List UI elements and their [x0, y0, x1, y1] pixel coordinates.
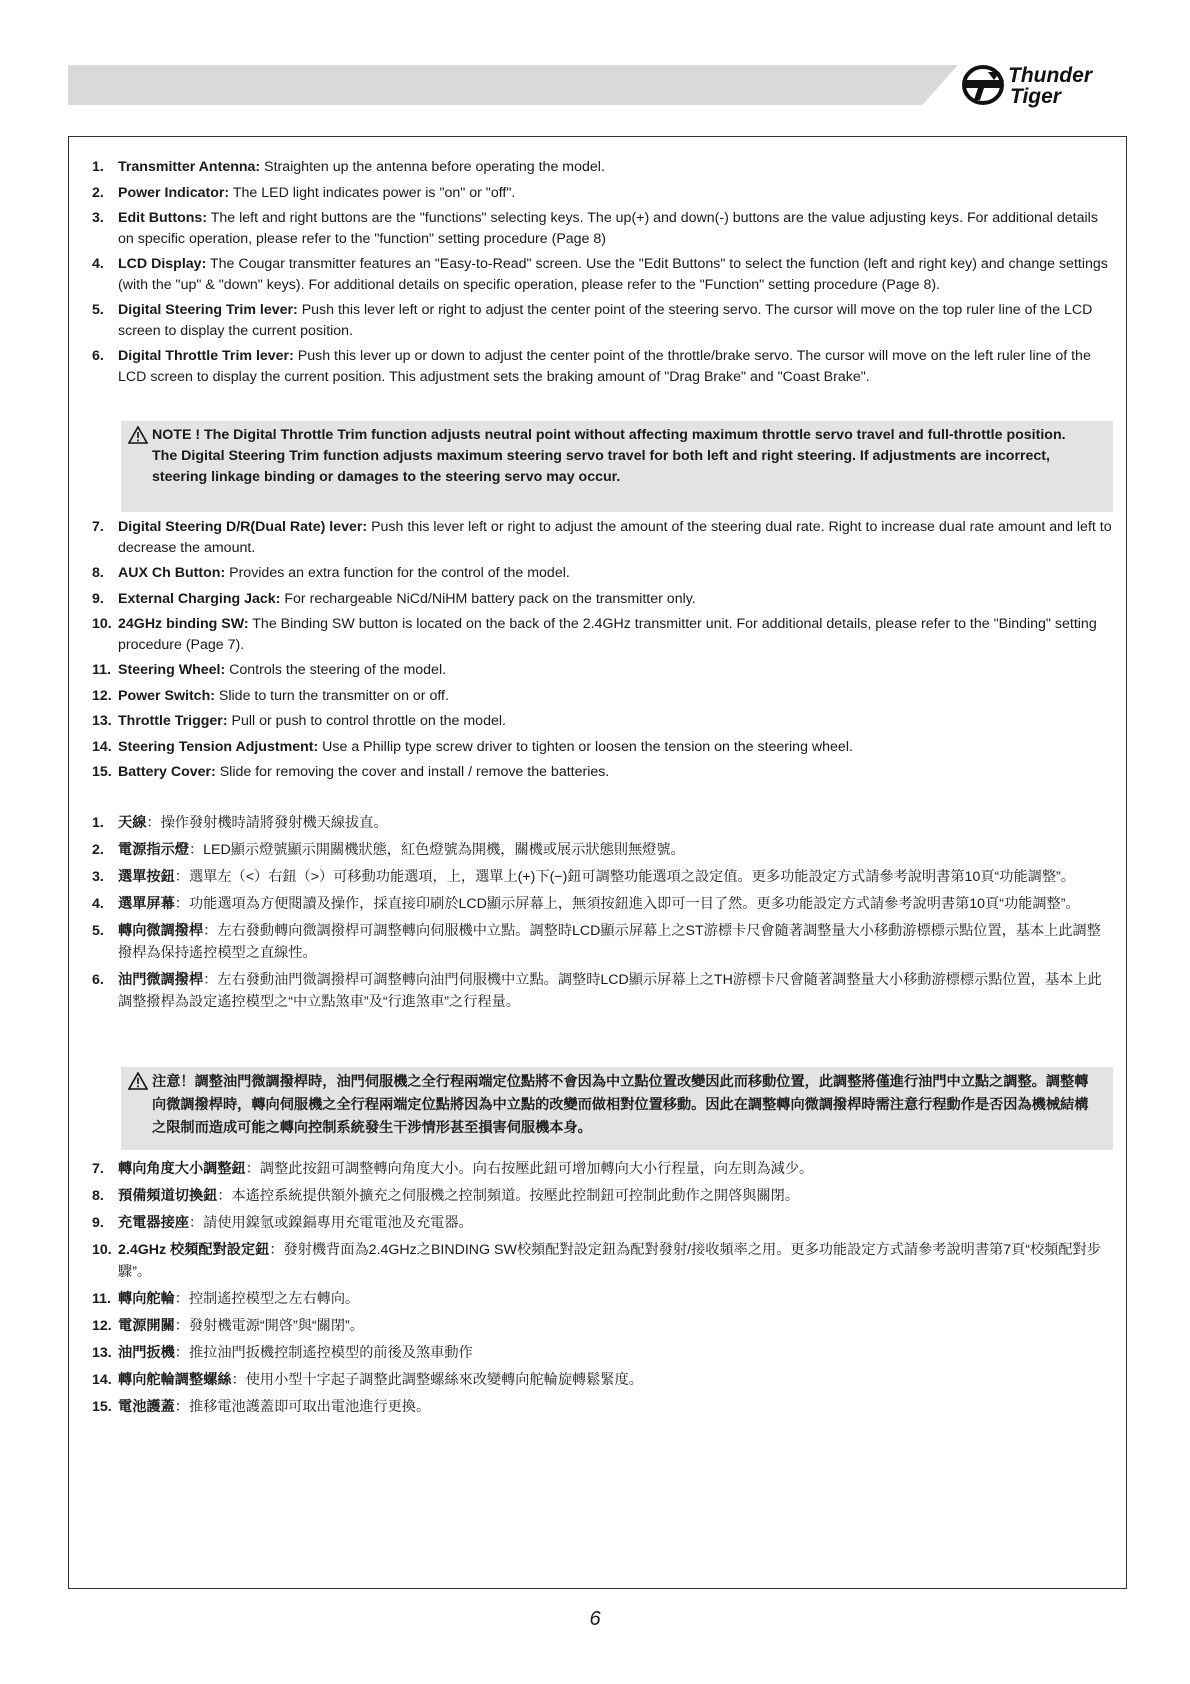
item-description: ：選單左（<）右鈕（>）可移動功能選項，上，選單上(+)下(−)鈕可調整功能選項之設定值。更多功能設定方式請參考說明書第10頁“功能調整”。 — [174, 869, 1075, 885]
item-term: Power Indicator: — [118, 184, 230, 201]
item-term: 預備頻道切換鈕 — [118, 1188, 218, 1204]
list-item — [92, 812, 1112, 834]
item-number: 7. — [92, 1161, 104, 1177]
item-number: 8. — [92, 565, 104, 581]
page-number: 6 — [589, 1608, 601, 1630]
item-number: 4. — [92, 256, 104, 272]
list-item — [92, 1212, 1112, 1234]
item-term: LCD Display: — [118, 256, 207, 272]
item-description: Use a Phillip type screw driver to tighten or loosen the tension on the steering wheel. — [318, 738, 853, 755]
list-item — [92, 969, 1112, 1013]
item-term: 油門扳機 — [118, 1345, 175, 1361]
item-term: Transmitter Antenna: — [118, 159, 261, 175]
item-number: 1. — [92, 815, 104, 831]
warning-icon — [128, 426, 148, 444]
item-number: 5. — [92, 923, 104, 939]
item-term: Digital Steering D/R(Dual Rate) lever: — [118, 519, 368, 535]
item-description: ：發射機背面為2.4GHz之BINDING SW校頻配對設定鈕為配對發射/接收頻率之用。更多功能設定方式請參考說明書第7頁“校頻配對步驟”。 — [118, 1242, 1101, 1280]
list-item — [92, 254, 1112, 295]
item-description: Slide for removing the cover and install / remove the batteries. — [215, 764, 610, 780]
item-term: 轉向角度大小調整鈕 — [118, 1161, 246, 1177]
item-number: 6. — [92, 972, 104, 988]
item-term: 轉向微調撥桿 — [118, 923, 204, 939]
note-box-english — [121, 421, 1113, 512]
item-number: 9. — [92, 1215, 104, 1231]
list-item — [92, 346, 1112, 387]
item-term: 2.4GHz 校頻配對設定鈕 — [118, 1242, 270, 1258]
item-term: 電源指示燈 — [118, 842, 189, 858]
item-term: 電源開關 — [118, 1318, 175, 1334]
item-number: 14. — [92, 738, 112, 755]
item-term: 天線 — [118, 815, 147, 831]
item-description: Push this lever up or down to adjust the center point of the throttle/brake servo. The cursor will move on the left ruler line of the LCD screen to display the current position. This adjustment sets the braking amount of "Drag Brake" and "Coast Brake". — [118, 348, 1091, 385]
item-description: ：功能選項為方便閱讀及操作，採直接印刷於LCD顯示屏幕上，無須按鈕進入即可一目了然。更多功能設定方式請參考說明書第10頁“功能調整”。 — [174, 896, 1080, 912]
item-term: 24GHz binding SW: — [118, 616, 249, 632]
list-item — [92, 1158, 1112, 1180]
item-term: 選單屏幕 — [118, 896, 175, 912]
item-description: Straighten up the antenna before operating the model. — [260, 159, 605, 175]
list-item — [92, 300, 1112, 341]
item-term: Steering Wheel: — [118, 662, 226, 678]
list-item — [92, 183, 1112, 204]
item-number: 3. — [92, 210, 104, 226]
item-description: ：使用小型十字起子調整此調整螺絲來改變轉向舵輪旋轉鬆緊度。 — [231, 1372, 643, 1388]
list-item — [92, 614, 1112, 655]
list-item — [92, 1342, 1112, 1364]
item-term: External Charging Jack: — [118, 590, 281, 607]
item-description: For rechargeable NiCd/NiHM battery pack on the transmitter only. — [280, 590, 696, 607]
item-description: ：左右發動油門微調撥桿可調整轉向油門伺服機中立點。調整時LCD顯示屏幕上之TH游標卡尺會隨著調整量大小移動游標標示點位置，基本上此調整撥桿為設定遙控模型之“中立點煞車”及“行進煞車”之行程量。 — [118, 972, 1102, 1010]
list-item — [92, 1315, 1112, 1337]
list-item — [92, 563, 1112, 584]
item-number: 14. — [92, 1372, 112, 1388]
item-description: The LED light indicates power is "on" or "off". — [229, 184, 516, 201]
chinese-list-2 — [92, 1158, 1112, 1423]
item-number: 5. — [92, 302, 104, 318]
item-term: 充電器接座 — [118, 1215, 189, 1231]
list-item — [92, 1369, 1112, 1391]
note-box-chinese — [121, 1067, 1113, 1150]
list-item — [92, 1185, 1112, 1207]
list-item — [92, 711, 1112, 732]
item-number: 8. — [92, 1188, 104, 1204]
list-item — [92, 1288, 1112, 1310]
item-number: 15. — [92, 1399, 112, 1415]
item-term: Steering Tension Adjustment: — [118, 738, 319, 755]
item-number: 12. — [92, 1318, 112, 1334]
list-item — [92, 1239, 1112, 1283]
item-term: Digital Steering Trim lever: — [118, 302, 298, 318]
list-item — [92, 762, 1112, 783]
item-description: Controls the steering of the model. — [225, 662, 447, 678]
list-item — [92, 589, 1112, 610]
list-item — [92, 1396, 1112, 1418]
item-description: Pull or push to control throttle on the model. — [227, 713, 506, 729]
english-list-2 — [92, 517, 1112, 788]
item-number: 13. — [92, 713, 112, 729]
item-term: 電池護蓋 — [118, 1399, 175, 1415]
item-description: Slide to turn the transmitter on or off. — [214, 687, 449, 704]
item-term: Digital Throttle Trim lever: — [118, 348, 294, 364]
item-description: The Binding SW button is located on the back of the 2.4GHz transmitter unit. For additional details, please refer to the "Binding" setting procedure (Page 7). — [118, 616, 1097, 653]
item-number: 11. — [92, 1291, 111, 1307]
item-description: ：調整此按鈕可調整轉向角度大小。向右按壓此鈕可增加轉向大小行程量，向左則為減少。 — [245, 1161, 814, 1177]
chinese-list-1 — [92, 812, 1112, 1018]
item-term: AUX Ch Button: — [118, 565, 226, 581]
brand-line1: Thunder — [1008, 64, 1092, 87]
thunder-tiger-logo — [960, 58, 1140, 108]
item-description: The left and right buttons are the "functions" selecting keys. The up(+) and down(-) buttons are the value adjusting keys. For additional details on specific operation, please refer to the "function" setting procedure (Page 8) — [118, 210, 1098, 247]
item-description: ：推移電池護蓋即可取出電池進行更換。 — [174, 1399, 431, 1415]
item-number: 1. — [92, 159, 104, 175]
list-item — [92, 517, 1112, 558]
list-item — [92, 686, 1112, 707]
item-number: 11. — [92, 662, 111, 678]
item-description: ：本遙控系統提供額外擴充之伺服機之控制頻道。按壓此控制鈕可控制此動作之開啓與關閉。 — [217, 1188, 800, 1204]
note-english-line2: The Digital Steering Trim function adjusts maximum steering servo travel for both left and right steering. If adjustments are incorrect, steering linkage binding or damages to the steering servo may occur. — [152, 448, 1050, 485]
list-item — [92, 839, 1112, 861]
item-description: Push this lever left or right to adjust the center point of the steering servo. The cursor will move on the top ruler line of the LCD screen to display the current position. — [118, 302, 1093, 339]
english-list-1 — [92, 157, 1112, 392]
item-number: 13. — [92, 1345, 112, 1361]
item-term: 選單按鈕 — [118, 869, 175, 885]
item-term: Battery Cover: — [118, 764, 216, 780]
item-description: ：LED顯示燈號顯示開關機狀態，紅色燈號為開機，關機或展示狀態則無燈號。 — [188, 842, 685, 858]
note-chinese-text: 注意！調整油門微調撥桿時，油門伺服機之全行程兩端定位點將不會因為中立點位置改變因此而移動位置，此調整將僅進行油門中立點之調整。調整轉向微調撥桿時，轉向伺服機之全行程兩端定位點將因為中立點的改變而做相對位置移動。因此在調整轉向微調撥桿時需注意行程動作是否因為機械結構之限制而造成可能之轉向控制系統發生干涉情形甚至損害伺服機本身。 — [152, 1074, 1089, 1136]
list-item — [92, 157, 1112, 178]
item-description: ：推拉油門扳機控制遙控模型的前後及煞車動作 — [174, 1345, 473, 1361]
list-item — [92, 866, 1112, 888]
item-description: ：操作發射機時請將發射機天線拔直。 — [146, 815, 388, 831]
item-number: 2. — [92, 842, 104, 858]
item-description: ：控制遙控模型之左右轉向。 — [174, 1291, 360, 1307]
item-term: 轉向舵輪調整螺絲 — [118, 1372, 232, 1388]
warning-icon — [128, 1072, 148, 1090]
header-bar — [68, 65, 958, 105]
list-item — [92, 208, 1112, 249]
list-item — [92, 660, 1112, 681]
note-english-line1: NOTE ! The Digital Throttle Trim function adjusts neutral point without affecting maximum throttle servo travel and full-throttle position. — [152, 427, 1066, 443]
item-term: Edit Buttons: — [118, 210, 208, 226]
item-description: The Cougar transmitter features an "Easy-to-Read" screen. Use the "Edit Buttons" to select the function (left and right key) and change settings (with the "up" & "down" keys). For additional details on specific operation, please refer to the "Function" setting procedure (Page 8). — [118, 256, 1108, 293]
item-description: ：請使用鎳氫或鎳鎘專用充電電池及充電器。 — [188, 1215, 473, 1231]
item-term: Power Switch: — [118, 687, 215, 704]
item-number: 9. — [92, 590, 104, 607]
item-number: 4. — [92, 896, 104, 912]
item-description: ：發射機電源“開啓”與“關閉”。 — [174, 1318, 364, 1334]
item-term: 轉向舵輪 — [118, 1291, 175, 1307]
item-number: 7. — [92, 519, 104, 535]
item-number: 12. — [92, 687, 112, 704]
item-description: Push this lever left or right to adjust the amount of the steering dual rate. Right to increase dual rate amount and left to decrease the amount. — [118, 519, 1112, 556]
list-item — [92, 737, 1112, 758]
item-number: 6. — [92, 348, 104, 364]
item-number: 10. — [92, 1242, 112, 1258]
item-number: 15. — [92, 764, 112, 780]
item-description: Provides an extra function for the control of the model. — [225, 565, 570, 581]
item-number: 2. — [92, 184, 104, 201]
item-number: 3. — [92, 869, 104, 885]
item-term: Throttle Trigger: — [118, 713, 228, 729]
item-number: 10. — [92, 616, 112, 632]
item-term: 油門微調撥桿 — [118, 972, 204, 988]
list-item — [92, 920, 1112, 964]
brand-line2: Tiger — [1010, 85, 1061, 108]
item-description: ：左右發動轉向微調撥桿可調整轉向伺服機中立點。調整時LCD顯示屏幕上之ST游標卡尺會隨著調整量大小移動游標標示點位置，基本上此調整撥桿為保持遙控模型之直線性。 — [118, 923, 1101, 961]
list-item — [92, 893, 1112, 915]
